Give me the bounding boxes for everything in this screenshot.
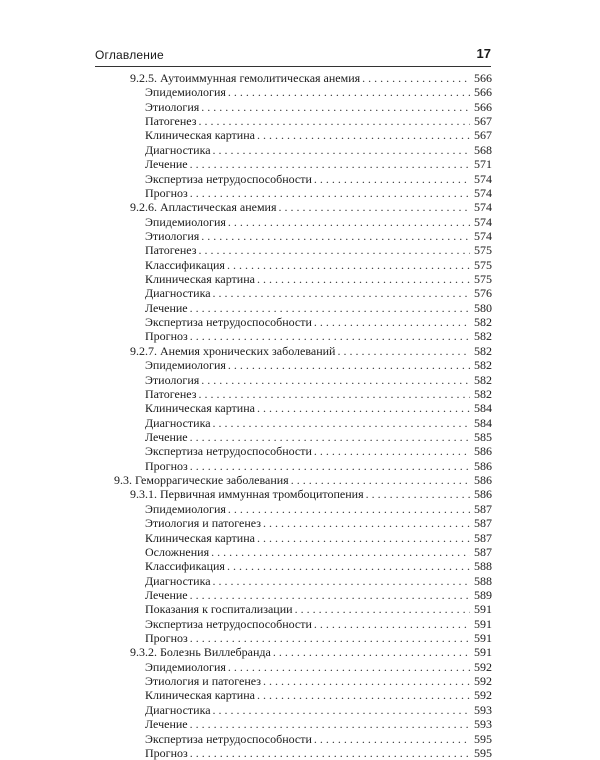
dot-leader — [295, 602, 470, 616]
toc-entry-label: Прогноз — [145, 745, 188, 760]
toc-entry[interactable] — [0, 502, 600, 516]
toc-entry[interactable] — [0, 444, 600, 458]
dot-leader — [190, 459, 470, 473]
toc-entry-page: 582 — [474, 372, 492, 387]
toc-entry-label: Прогноз — [145, 329, 188, 344]
dot-leader — [227, 559, 470, 573]
toc-entry-label: Этиология — [145, 99, 200, 114]
toc-entry-label: Эпидемиология — [145, 85, 226, 100]
toc-entry-page: 588 — [474, 573, 492, 588]
toc-entry[interactable] — [0, 531, 600, 545]
dot-leader — [362, 71, 470, 85]
toc-entry[interactable] — [0, 487, 600, 501]
toc-entry-page: 591 — [474, 645, 492, 660]
toc-entry[interactable] — [0, 100, 600, 114]
dot-leader — [228, 215, 470, 229]
toc-entry-label: Прогноз — [145, 631, 188, 646]
toc-entry-label: 9.3. Геморрагические заболевания — [114, 473, 289, 488]
dot-leader — [337, 344, 470, 358]
toc-entry-label: Лечение — [145, 587, 188, 602]
dot-leader — [228, 85, 470, 99]
toc-entry-page: 584 — [474, 415, 492, 430]
dot-leader — [314, 444, 470, 458]
toc-entry-label: Этиология и патогенез — [145, 674, 261, 689]
toc-entry[interactable] — [0, 717, 600, 731]
toc-entry-page: 574 — [474, 200, 492, 215]
toc-entry-page: 589 — [474, 587, 492, 602]
toc-entry-label: Патогенез — [145, 386, 197, 401]
toc-entry-page: 574 — [474, 228, 492, 243]
toc-entry-label: Этиология — [145, 228, 200, 243]
toc-entry-label: Диагностика — [145, 142, 211, 157]
dot-leader — [213, 703, 470, 717]
dot-leader — [257, 531, 470, 545]
dot-leader — [257, 401, 470, 415]
toc-entry-label: Лечение — [145, 300, 188, 315]
toc-entry-page: 593 — [474, 717, 492, 732]
dot-leader — [190, 157, 470, 171]
toc-entry[interactable] — [0, 243, 600, 257]
toc-entry-label: Осложнения — [145, 544, 210, 559]
toc-entry-page: 566 — [474, 71, 492, 85]
toc-entry-label: Прогноз — [145, 185, 188, 200]
toc-entry-label: Классификация — [145, 559, 225, 574]
dot-leader — [199, 387, 471, 401]
toc-entry[interactable] — [0, 315, 600, 329]
toc-entry-label: Экспертиза нетрудоспособности — [145, 731, 312, 746]
toc-entry-label: Экспертиза нетрудоспособности — [145, 444, 312, 459]
dot-leader — [263, 674, 470, 688]
toc-entry-label: 9.2.6. Апластическая анемия — [130, 200, 277, 215]
toc-entry-page: 587 — [474, 501, 492, 516]
dot-leader — [190, 301, 470, 315]
toc-entry[interactable] — [0, 430, 600, 444]
toc-entry-page: 567 — [474, 128, 492, 143]
toc-entry[interactable] — [0, 588, 600, 602]
running-header — [95, 44, 491, 67]
toc-entry[interactable] — [0, 329, 600, 343]
dot-leader — [273, 645, 470, 659]
dot-leader — [190, 430, 470, 444]
dot-leader — [228, 358, 470, 372]
dot-leader — [314, 315, 470, 329]
dot-leader — [201, 373, 470, 387]
dot-leader — [314, 172, 470, 186]
dot-leader — [278, 200, 470, 214]
toc-entry-label: Клиническая картина — [145, 530, 255, 545]
toc-entry[interactable] — [0, 688, 600, 702]
dot-leader — [213, 416, 470, 430]
toc-entry[interactable] — [0, 617, 600, 631]
dot-leader — [201, 229, 470, 243]
toc-entry[interactable] — [0, 286, 600, 300]
toc-entry[interactable] — [0, 200, 600, 214]
toc-entry-page: 585 — [474, 429, 492, 444]
toc-entry[interactable] — [0, 387, 600, 401]
toc-entry-label: Этиология и патогенез — [145, 516, 261, 531]
toc-entry-page: 592 — [474, 659, 492, 674]
toc-entry-page: 593 — [474, 702, 492, 717]
toc-entry-page: 586 — [474, 473, 492, 488]
toc-entry-label: Экспертиза нетрудоспособности — [145, 315, 312, 330]
toc-entry-label: Эпидемиология — [145, 659, 226, 674]
toc-entry-label: Классификация — [145, 257, 225, 272]
dot-leader — [190, 329, 470, 343]
toc-entry[interactable] — [0, 85, 600, 99]
toc-entry[interactable] — [0, 602, 600, 616]
toc-entry-label: 9.3.1. Первичная иммунная тромбоцитопения — [130, 487, 364, 502]
toc-entry-label: Лечение — [145, 157, 188, 172]
toc-entry-label: Диагностика — [145, 702, 211, 717]
dot-leader — [190, 717, 470, 731]
toc-entry-page: 566 — [474, 85, 492, 100]
toc-entry-page: 582 — [474, 343, 492, 358]
toc-entry[interactable] — [0, 373, 600, 387]
toc-entry-label: Эпидемиология — [145, 358, 226, 373]
toc-entry-page: 580 — [474, 300, 492, 315]
toc-entry-label: 9.2.5. Аутоиммунная гемолитическая анемия — [130, 71, 361, 85]
toc-entry-page: 566 — [474, 99, 492, 114]
toc-entry[interactable] — [0, 301, 600, 315]
toc-entry-label: 9.2.7. Анемия хронических заболеваний — [130, 343, 336, 358]
toc-entry-label: Экспертиза нетрудоспособности — [145, 171, 312, 186]
toc-entry-page: 584 — [474, 401, 492, 416]
toc-entry[interactable] — [0, 516, 600, 530]
toc-entry-label: Клиническая картина — [145, 272, 255, 287]
toc-entry[interactable] — [0, 229, 600, 243]
toc-entry-page: 574 — [474, 214, 492, 229]
toc-entry-page: 575 — [474, 272, 492, 287]
dot-leader — [213, 143, 470, 157]
toc-entry[interactable] — [0, 473, 600, 487]
toc-entry[interactable] — [0, 143, 600, 157]
toc-entry[interactable] — [0, 401, 600, 415]
toc-entry-page: 575 — [474, 243, 492, 258]
dot-leader — [314, 617, 470, 631]
toc-entry-label: Диагностика — [145, 573, 211, 588]
toc-entry-label: Диагностика — [145, 415, 211, 430]
toc-entry[interactable] — [0, 746, 600, 760]
toc-entry[interactable] — [0, 660, 600, 674]
toc-entry-page: 587 — [474, 516, 492, 531]
running-header-title: Оглавление — [95, 48, 164, 62]
toc-entry-page: 591 — [474, 602, 492, 617]
dot-leader — [213, 286, 470, 300]
toc-entry[interactable] — [0, 358, 600, 372]
dot-leader — [190, 186, 470, 200]
toc-entry-label: Показания к госпитализации — [145, 602, 293, 617]
toc-entry[interactable] — [0, 215, 600, 229]
dot-leader — [263, 516, 470, 530]
toc-entry-page: 582 — [474, 358, 492, 373]
toc-entry[interactable] — [0, 344, 600, 358]
dot-leader — [228, 660, 470, 674]
toc-entry-label: Патогенез — [145, 114, 197, 129]
dot-leader — [190, 631, 470, 645]
toc-entry-page: 567 — [474, 114, 492, 129]
toc-entry-page: 586 — [474, 444, 492, 459]
toc-entry-label: Эпидемиология — [145, 214, 226, 229]
toc-entry-page: 592 — [474, 674, 492, 689]
dot-leader — [227, 258, 470, 272]
toc-entry-page: 576 — [474, 286, 492, 301]
dot-leader — [366, 487, 470, 501]
dot-leader — [257, 688, 470, 702]
toc-entry-label: Клиническая картина — [145, 401, 255, 416]
dot-leader — [190, 746, 470, 760]
dot-leader — [199, 243, 471, 257]
toc-entry-label: Диагностика — [145, 286, 211, 301]
toc-entry-label: Прогноз — [145, 458, 188, 473]
toc-entry-page: 582 — [474, 329, 492, 344]
toc-entry-label: Экспертиза нетрудоспособности — [145, 616, 312, 631]
toc-entry[interactable] — [0, 157, 600, 171]
toc-entry[interactable] — [0, 559, 600, 573]
toc-entry-label: Клиническая картина — [145, 128, 255, 143]
toc-entry-label: 9.3.2. Болезнь Виллебранда — [130, 645, 271, 660]
toc-entry[interactable] — [0, 703, 600, 717]
dot-leader — [190, 588, 470, 602]
dot-leader — [257, 272, 470, 286]
toc-entry-page: 591 — [474, 631, 492, 646]
toc-entry-label: Клиническая картина — [145, 688, 255, 703]
dot-leader — [213, 574, 470, 588]
dot-leader — [257, 128, 470, 142]
toc-entry-label: Патогенез — [145, 243, 197, 258]
toc-entry[interactable] — [0, 272, 600, 286]
toc-entry[interactable] — [0, 416, 600, 430]
toc-entry[interactable] — [0, 732, 600, 746]
dot-leader — [314, 732, 470, 746]
page-number: 17 — [476, 46, 491, 61]
toc-entry-page: 595 — [474, 745, 492, 760]
toc-entry-page: 587 — [474, 544, 492, 559]
toc-entry[interactable] — [0, 574, 600, 588]
toc-entry-page: 571 — [474, 157, 492, 172]
toc-entry-label: Этиология — [145, 372, 200, 387]
toc-entry[interactable] — [0, 674, 600, 688]
dot-leader — [211, 545, 470, 559]
toc-entry-page: 592 — [474, 688, 492, 703]
toc-entry-page: 582 — [474, 315, 492, 330]
toc-entry[interactable] — [0, 645, 600, 659]
toc-entry[interactable] — [0, 114, 600, 128]
toc-entry-page: 587 — [474, 530, 492, 545]
toc-entry-page: 568 — [474, 142, 492, 157]
toc-entry-page: 586 — [474, 458, 492, 473]
toc-entry[interactable] — [0, 186, 600, 200]
toc-entry[interactable] — [0, 631, 600, 645]
toc-entry-page: 574 — [474, 171, 492, 186]
table-of-contents — [0, 71, 600, 760]
toc-entry[interactable] — [0, 258, 600, 272]
toc-entry-page: 595 — [474, 731, 492, 746]
toc-entry-label: Эпидемиология — [145, 501, 226, 516]
toc-entry[interactable] — [0, 172, 600, 186]
toc-entry-page: 586 — [474, 487, 492, 502]
toc-entry[interactable] — [0, 459, 600, 473]
dot-leader — [199, 114, 471, 128]
toc-entry-label: Лечение — [145, 717, 188, 732]
toc-entry-page: 588 — [474, 559, 492, 574]
toc-entry-page: 582 — [474, 386, 492, 401]
toc-entry-page: 575 — [474, 257, 492, 272]
toc-entry-page: 591 — [474, 616, 492, 631]
toc-entry[interactable] — [0, 71, 600, 85]
toc-entry[interactable] — [0, 545, 600, 559]
dot-leader — [291, 473, 470, 487]
toc-entry-page: 574 — [474, 185, 492, 200]
toc-entry[interactable] — [0, 128, 600, 142]
dot-leader — [201, 100, 470, 114]
toc-entry-label: Лечение — [145, 429, 188, 444]
dot-leader — [228, 502, 470, 516]
